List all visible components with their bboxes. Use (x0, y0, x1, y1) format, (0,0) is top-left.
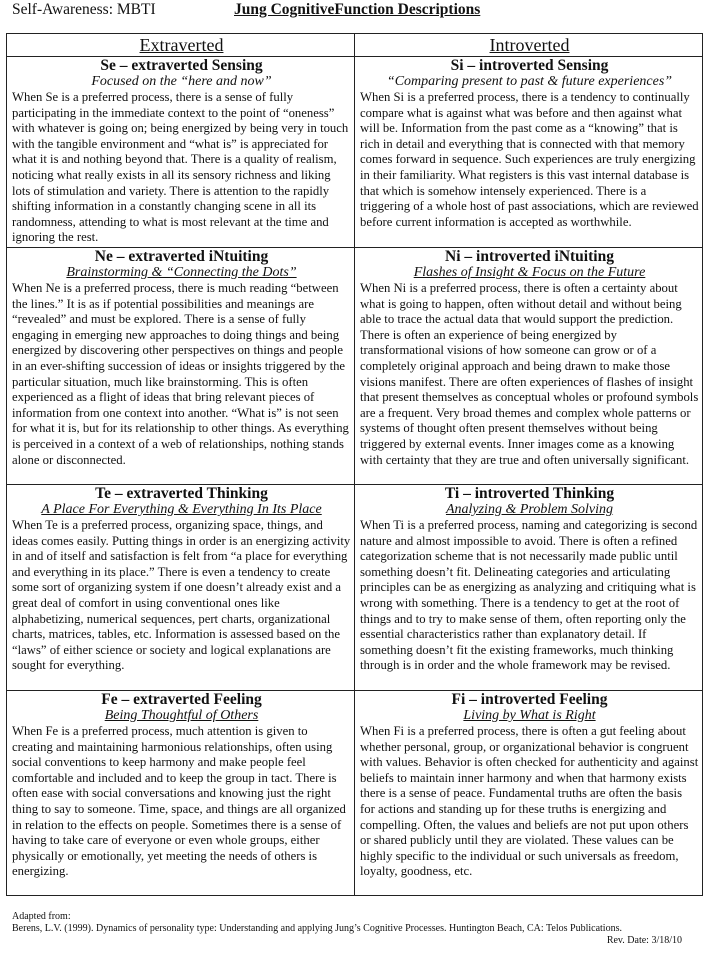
revision-date: Rev. Date: 3/18/10 (606, 935, 682, 946)
cell-subtitle: Being Thoughtful of Others (104, 708, 259, 723)
cell-subtitle: A Place For Everything & Everything In Its Place (41, 502, 322, 517)
cell-ne (7, 248, 355, 485)
cell-se (7, 57, 355, 248)
cell-body: When Ti is a preferred process, naming and categorizing is second nature and almost impossible to avoid. There is often a refined categorization scheme that is not necessarily made public until something doesn’t fit. Delineating categories and articulating principles can be as energizing as analyzing and critiquing what is wrong with something. There is a tendency to get at the root of things and to try to make sense of them, often reporting only the essential characteristics rather than explanatory detail. If something doesn’t fit the existing frameworks, much thinking through is in order and the whole framework may be revised. (360, 518, 698, 673)
cell-title: Te – extraverted Thinking (95, 485, 268, 502)
cell-subtitle: Flashes of Insight & Focus on the Future (413, 265, 646, 280)
cell-subtitle: Brainstorming & “Connecting the Dots” (66, 265, 297, 280)
course-label: Self-Awareness: MBTI (12, 1, 156, 18)
table-row (7, 691, 703, 896)
adapted-from-label: Adapted from: (12, 911, 71, 922)
cell-subtitle: Focused on the “here and now” (91, 74, 272, 89)
table-row (7, 57, 703, 248)
column-header-introverted: Introverted (355, 34, 703, 57)
cell-body: When Fi is a preferred process, there is often a gut feeling about whether personal, group, or organizational behavior is congruent with values. Behavior is often checked for authenticity and against beliefs to maintain inner harmony and when that harmony exists there is a sense of peace. Fundamental truths are often the basis for actions and standing up for these truths is energizing and compelling. Often, the values and beliefs are not put upon others or shared publicly until they are violated. These values can be highly specific to the individual or such universals as freedom, loyalty, goodness, etc. (360, 724, 699, 879)
cell-subtitle: Analyzing & Problem Solving (445, 502, 614, 517)
cell-subtitle: Living by What is Right (463, 708, 596, 723)
table-row (7, 485, 703, 691)
cell-title: Fi – introverted Feeling (451, 691, 608, 708)
cell-title: Ni – introverted iNtuiting (445, 248, 614, 265)
column-header-row (7, 34, 703, 57)
page-header (12, 0, 702, 22)
functions-table (6, 33, 703, 896)
cell-title: Fe – extraverted Feeling (101, 691, 262, 708)
cell-body: When Se is a preferred process, there is a sense of fully participating in the immediate context to the point of “oneness” with whatever is going on; being energized by being very in touch with the tangible environment and “what is” is appreciated for what it is and nothing beyond that. There is a quality of realism, noticing what really exists in all its sensory richness and liking lots of stimulation and variety. There is attention to the rapidly shifting information in a constantly changing scene in all its randomness, attending to what is most relevant at the time and ignoring the rest. (12, 90, 349, 245)
cell-title: Se – extraverted Sensing (100, 57, 263, 74)
cell-body: When Ne is a preferred process, there is much reading “between the lines.” It is as if potential possibilities and meanings are “revealed” and must be explored. There is a sense of fully engaging in emerging new approaches to doing things and being energized by discovering other perspectives on things and people in an ever-shifting succession of ideas or insights triggered by the particular situation, much like brainstorming. This is often experienced as a flight of ideas that bring relevant pieces of information from one context into another. “What is” is not seen for what it is, but for its relationship to other things. As everything is perceived in a context of a web of relationships, nothing stands alone or disconnected. (12, 281, 349, 467)
cell-body: When Si is a preferred process, there is a tendency to continually compare what is against what was before and then against what will be. Information from the past come as a “knowing” that is rich in detail and everything that is connected with that memory comes forward in sequence. Such experiences are truly energizing in their familiarity. What registers is this vast internal database is that which is somehow intensely experienced. There is a triggering of a whole host of past associations, which are reviewed before current information is accepted as worthwhile. (360, 90, 699, 229)
cell-fi (355, 691, 703, 896)
cell-title: Si – introverted Sensing (450, 57, 609, 74)
cell-body: When Ni is a preferred process, there is often a certainty about what is going to happen, often without detail and without being able to trace the actual data that would support the prediction. There is often an experience of being energized by transformational visions of how someone can grow or of a completely original approach and being drawn to make those visions manifest. There are often experiences of flashes of insight that present themselves as conceptual wholes or profound symbols are a frequent. Very broad themes and complex whole patterns or systems of thought often present themselves without being triggered by external events. Inner images come as a knowing with certainty that they are true and often universally significant. (360, 281, 699, 467)
cell-fe (7, 691, 355, 896)
cell-te (7, 485, 355, 691)
table-row (7, 248, 703, 485)
cell-title: Ti – introverted Thinking (444, 485, 615, 502)
cell-title: Ne – extraverted iNtuiting (94, 248, 269, 265)
cell-body: When Te is a preferred process, organizing space, things, and ideas comes easily. Putting things in order is an energizing activity in and of itself and satisfaction is felt from “a place for everything and everything in its place.” There is even a tendency to create some sort of organizing system if one doesn’t already exist and a great deal of comfort in using conventional ones like alphabetizing, numerical sequences, pert charts, organizational charts, matrices, tables, etc. Information is assessed based on the “laws” of either science or society and logical explanations are sought for everything. (12, 518, 351, 673)
cell-ti (355, 485, 703, 691)
page-title: Jung CognitiveFunction Descriptions (234, 1, 481, 18)
cell-si (355, 57, 703, 248)
column-header-extraverted: Extraverted (7, 34, 355, 57)
cell-ni (355, 248, 703, 485)
cell-subtitle: “Comparing present to past & future experiences” (386, 74, 673, 89)
citation: Berens, L.V. (1999). Dynamics of personality type: Understanding and applying Jung’s Cognitive Processes. Huntington Beach, CA: Telos Publications. (12, 923, 622, 934)
cell-body: When Fe is a preferred process, much attention is given to creating and maintaining harmonious relationships, often using social conventions to keep harmony and make people feel comfortable and included and to keep the group in tact. There is often ease with social conversations and knowing just the right thing to say to someone. Time, space, and things are all organized in relation to the effects on people. Sometimes there is a sense of having to take care of everyone or even whole groups, either physically or emotionally, yet meeting the needs of others is energizing. (12, 724, 346, 879)
page-footer (12, 911, 702, 947)
